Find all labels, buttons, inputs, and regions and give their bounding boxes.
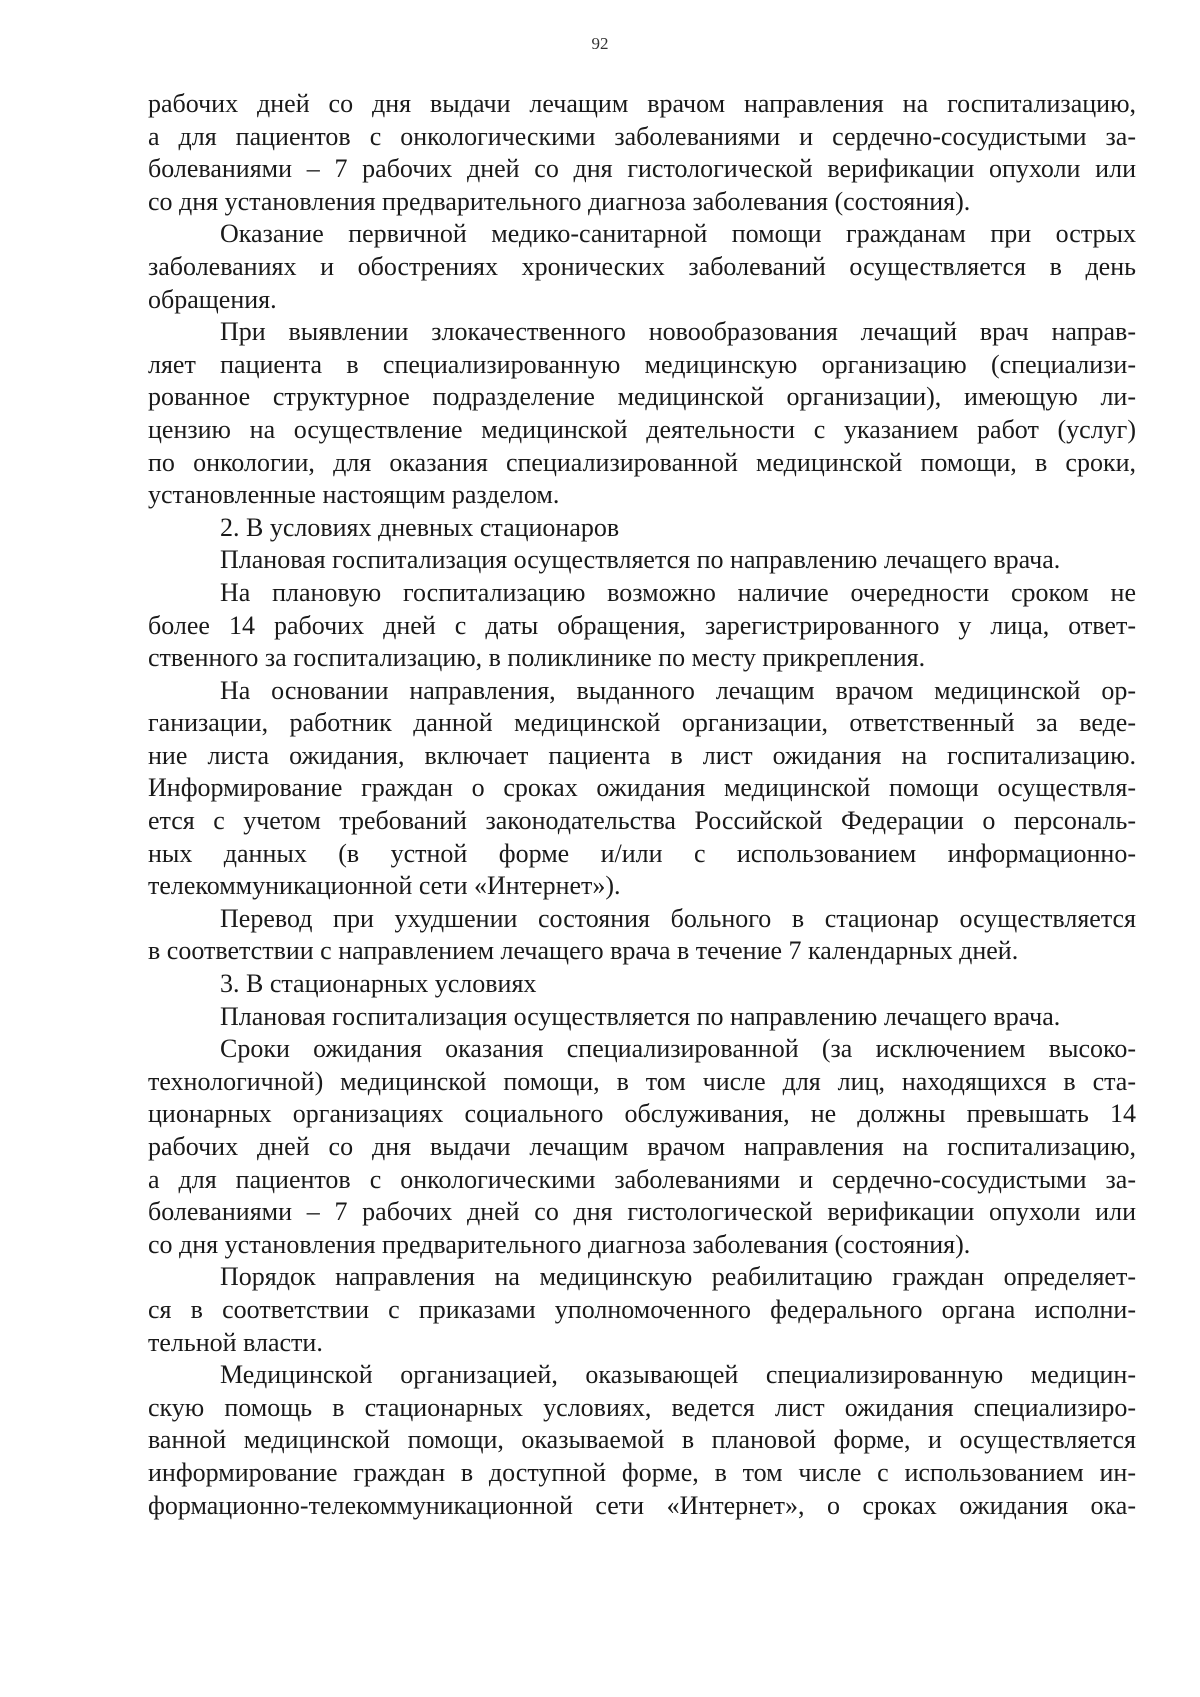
text-line: 2. В условиях дневных стационаров (220, 512, 620, 542)
text-line: ляет пациента в специализированную медицинскую организацию (специализи- (148, 349, 1136, 379)
text-line: рабочих дней со дня выдачи лечащим врачом направления на госпитализацию, (148, 89, 1136, 118)
text-line: ется с учетом требований законодательства Российской Федерации о персональ- (148, 806, 1136, 836)
text-line: ганизации, работник данной медицинской организации, ответственный за веде- (148, 708, 1136, 738)
text-line: Информирование граждан о сроках ожидания медицинской помощи осуществля- (148, 773, 1136, 803)
text-line: скую помощь в стационарных условиях, ведется лист ожидания специализиро- (148, 1392, 1136, 1422)
text-line: а для пациентов с онкологическими заболеваниями и сердечно-сосудистыми за- (148, 121, 1136, 151)
text-line: ванной медицинской помощи, оказываемой в плановой форме, и осуществляется (148, 1425, 1136, 1455)
text-line: болеваниями – 7 рабочих дней со дня гистологической верификации опухоли или (148, 154, 1136, 184)
paragraph (148, 1033, 1136, 1261)
text-line: ственного за госпитализацию, в поликлинике по месту прикрепления. (148, 643, 926, 673)
paragraph (148, 1001, 1136, 1034)
text-line: Сроки ожидания оказания специализированной (за исключением высоко- (220, 1034, 1136, 1064)
text-line: а для пациентов с онкологическими заболеваниями и сердечно-сосудистыми за- (148, 1164, 1136, 1194)
text-line: информирование граждан в доступной форме, в том числе с использованием ин- (148, 1457, 1136, 1487)
text-line: Оказание первичной медико-санитарной помощи гражданам при острых (220, 219, 1136, 249)
text-line: Перевод при ухудшении состояния больного в стационар осуществляется (220, 903, 1136, 933)
paragraph (148, 88, 1136, 218)
text-line: Плановая госпитализация осуществляется по направлению лечащего врача. (220, 1001, 1061, 1031)
text-line: со дня установления предварительного диагноза заболевания (состояния). (148, 186, 971, 216)
text-line: Медицинской организацией, оказывающей специализированную медицин- (220, 1360, 1136, 1390)
text-line: рабочих дней со дня выдачи лечащим врачом направления на госпитализацию, (148, 1132, 1136, 1161)
text-line: в соответствии с направлением лечащего врача в течение 7 календарных дней. (148, 936, 1019, 966)
text-line: по онкологии, для оказания специализированной медицинской помощи, в сроки, (148, 447, 1136, 477)
text-line: 3. В стационарных условиях (220, 969, 537, 999)
paragraph (148, 675, 1136, 903)
text-line: рованное структурное подразделение медицинской организации), имеющую ли- (148, 382, 1136, 412)
text-line: ных данных (в устной форме и/или с использованием информационно- (148, 838, 1136, 868)
document-body (148, 88, 1136, 1522)
text-line: цензию на осуществление медицинской деятельности с указанием работ (услуг) (148, 414, 1136, 444)
text-line: более 14 рабочих дней с даты обращения, зарегистрированного у лица, ответ- (148, 610, 1136, 640)
text-line: болеваниями – 7 рабочих дней со дня гистологической верификации опухоли или (148, 1197, 1136, 1227)
text-line: На основании направления, выданного лечащим врачом медицинской ор- (220, 675, 1136, 705)
page-number: 92 (591, 34, 609, 53)
paragraph (148, 1359, 1136, 1522)
text-line: установленные настоящим разделом. (148, 480, 560, 510)
text-line: обращения. (148, 284, 277, 314)
paragraph (148, 544, 1136, 577)
text-line: При выявлении злокачественного новообразования лечащий врач направ- (220, 317, 1136, 347)
text-line: Плановая госпитализация осуществляется по направлению лечащего врача. (220, 545, 1061, 575)
text-line: технологичной) медицинской помощи, в том числе для лиц, находящихся в ста- (148, 1066, 1136, 1096)
text-line: ся в соответствии с приказами уполномоченного федерального органа исполни- (148, 1294, 1136, 1324)
paragraph (148, 316, 1136, 512)
paragraph (148, 512, 1136, 545)
text-line: На плановую госпитализацию возможно наличие очередности сроком не (220, 577, 1136, 607)
text-line: формационно-телекоммуникационной сети «Интернет», о сроках ожидания ока- (148, 1490, 1136, 1520)
text-line: Порядок направления на медицинскую реабилитацию граждан определяет- (220, 1262, 1136, 1292)
paragraph (148, 903, 1136, 968)
text-line: со дня установления предварительного диагноза заболевания (состояния). (148, 1229, 971, 1259)
text-line: заболеваниях и обострениях хронических заболеваний осуществляется в день (148, 251, 1136, 281)
paragraph (148, 218, 1136, 316)
text-line: телекоммуникационной сети «Интернет»). (148, 871, 621, 901)
paragraph (148, 1261, 1136, 1359)
text-line: тельной власти. (148, 1327, 323, 1357)
paragraph (148, 577, 1136, 675)
text-line: ционарных организациях социального обслуживания, не должны превышать 14 (148, 1099, 1136, 1129)
paragraph (148, 968, 1136, 1001)
text-line: ние листа ожидания, включает пациента в лист ожидания на госпитализацию. (148, 740, 1136, 770)
